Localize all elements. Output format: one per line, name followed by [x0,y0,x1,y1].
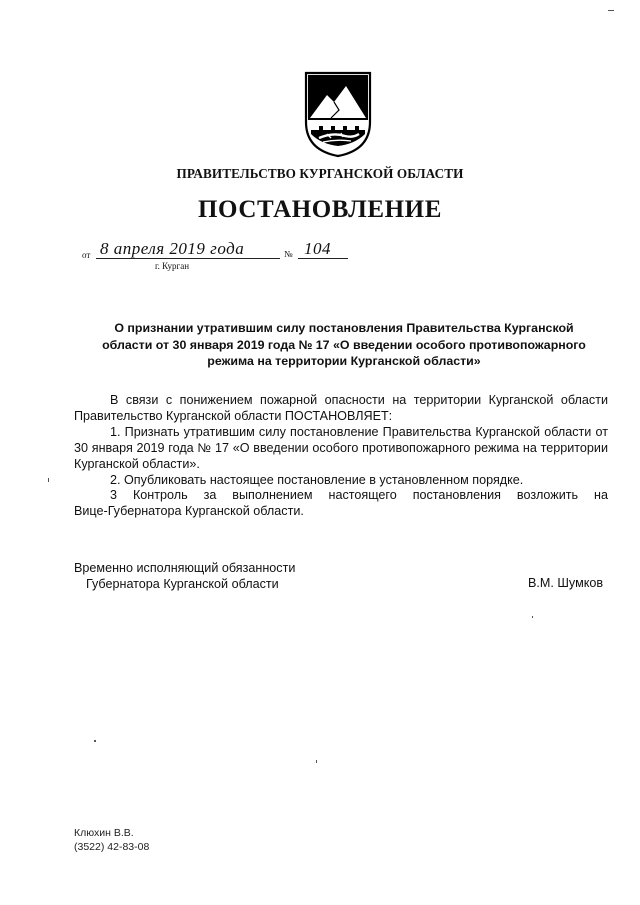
date-underline [96,258,280,259]
body-item-3: 3 Контроль за выполнением настоящего постановления возложить на [110,488,608,503]
date-number-line [82,238,352,274]
executor-phone: (3522) 42-83-08 [74,841,150,853]
date-prefix: от [82,250,91,260]
coat-of-arms-emblem [303,70,373,158]
document-type-title: ПОСТАНОВЛЕНИЕ [197,196,443,223]
subject-line: режима на территории Курганской области» [207,354,481,368]
scan-speck [316,760,317,763]
body-item-3-continuation: Вице-Губернатора Курганской области. [74,504,304,519]
subject-line: О признании утратившим силу постановления Правительства Курганской [114,321,574,335]
place-of-issue: г. Курган [155,261,190,271]
number-underline [298,258,348,259]
scan-speck [532,616,533,618]
body-item-2: 2. Опубликовать настоящее постановление в установленном порядке. [110,472,524,487]
scan-speck [608,10,614,11]
body-item-1: 1. Признать утратившим силу постановление Правительства Курганской области от 30 января 2019 года № 17 «О введении особого противопожарного режима на территории Курганской области». [74,424,608,471]
executor-contact [74,826,149,854]
number-prefix: № [284,249,293,259]
body-intro-paragraph: В связи с понижением пожарной опасности на территории Курганской области Правительство Курганской области ПОСТАНОВЛЯЕТ: [74,393,608,423]
scan-speck [94,740,96,742]
signatory-position [74,560,295,592]
handwritten-date: 8 апреля 2019 года [100,239,245,258]
position-line: Губернатора Курганской области [86,577,279,591]
issuing-authority: ПРАВИТЕЛЬСТВО КУРГАНСКОЙ ОБЛАСТИ [176,166,464,181]
signatory-name: В.М. Шумков [528,576,604,590]
subject-line: области от 30 января 2019 года № 17 «О введении особого противопожарного [102,337,586,352]
position-line: Временно исполняющий обязанности [74,561,296,575]
scan-speck [48,478,49,482]
document-subject [100,320,588,370]
handwritten-number: 104 [304,239,331,258]
executor-name: Клюхин В.В. [74,827,134,839]
document-body [74,393,608,520]
